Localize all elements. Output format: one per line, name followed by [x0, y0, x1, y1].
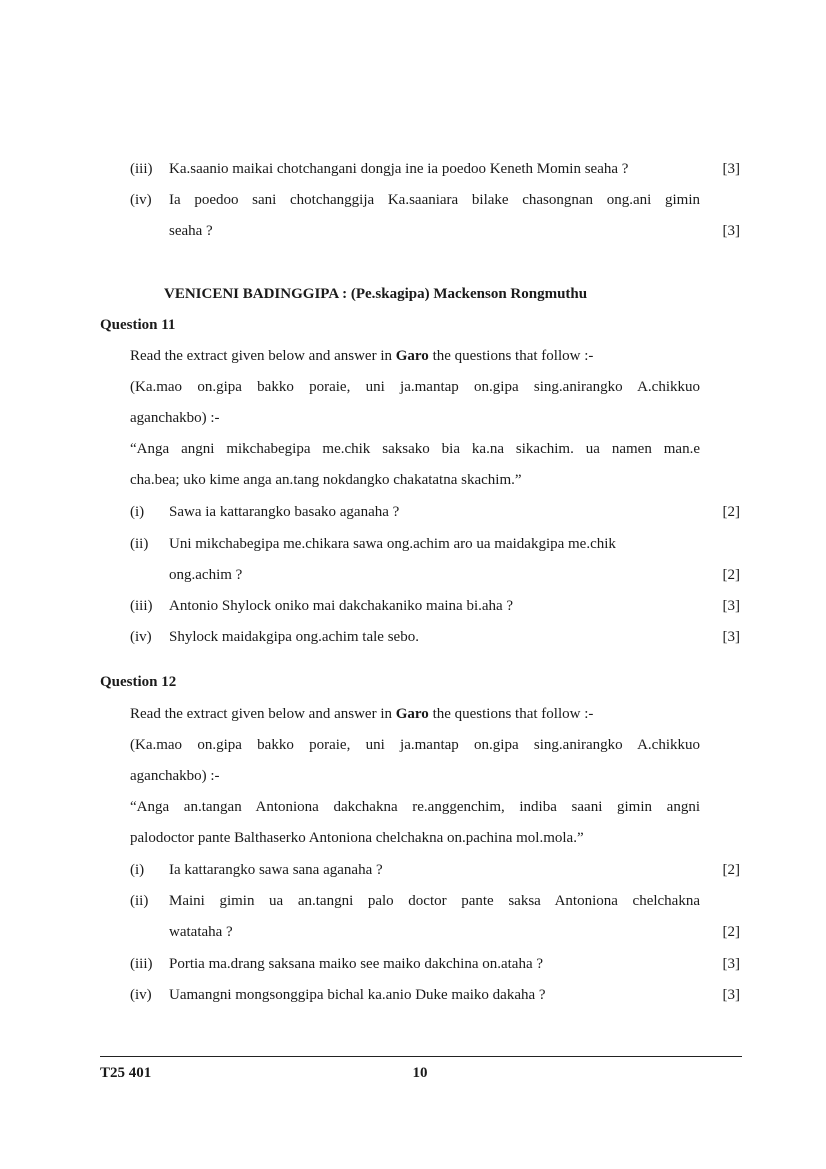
item-number: (iv)	[130, 987, 152, 1003]
marks: [3]	[722, 161, 740, 177]
item-number: (ii)	[130, 893, 149, 909]
context-text: (Ka.mao on.gipa bakko poraie, uni ja.mantap on.gipa sing.anirangko A.chikkuo	[130, 737, 700, 753]
marks: [3]	[722, 223, 740, 239]
marks: [2]	[722, 862, 740, 878]
question-text: ong.achim ?	[169, 567, 243, 583]
marks: [2]	[722, 924, 740, 940]
item-number: (iv)	[130, 629, 152, 645]
item-number: (i)	[130, 504, 145, 520]
question-text: seaha ?	[169, 223, 213, 239]
marks: [2]	[722, 567, 740, 583]
marks: [3]	[722, 598, 740, 614]
extract-text: cha.bea; uko kime anga an.tang nokdangko chakatatna skachim.”	[130, 472, 522, 488]
question-text: Uamangni mongsonggipa bichal ka.anio Duke maiko dakaha ?	[169, 987, 546, 1003]
page-number: 10	[412, 1065, 428, 1081]
extract-text: “Anga angni mikchabegipa me.chik saksako bia ka.na sikachim. ua namen man.e	[130, 441, 700, 457]
question-heading: Question 11	[100, 317, 176, 333]
extract-text: palodoctor pante Balthaserko Antoniona chelchakna on.pachina mol.mola.”	[130, 830, 584, 846]
question-text: Ia kattarangko sawa sana aganaha ?	[169, 862, 383, 878]
question-text: Portia ma.drang saksana maiko see maiko dakchina on.ataha ?	[169, 956, 544, 972]
marks: [2]	[722, 504, 740, 520]
question-text: Antonio Shylock oniko mai dakchakaniko maina bi.aha ?	[169, 598, 514, 614]
context-text: aganchakbo) :-	[130, 410, 220, 426]
question-text: Sawa ia kattarangko basako aganaha ?	[169, 504, 400, 520]
item-number: (iii)	[130, 598, 153, 614]
context-text: aganchakbo) :-	[130, 768, 220, 784]
marks: [3]	[722, 987, 740, 1003]
section-title: VENICENI BADINGGIPA : (Pe.skagipa) Mackenson Rongmuthu	[164, 286, 588, 302]
marks: [3]	[722, 956, 740, 972]
marks: [3]	[722, 629, 740, 645]
context-text: (Ka.mao on.gipa bakko poraie, uni ja.mantap on.gipa sing.anirangko A.chikkuo	[130, 379, 700, 395]
item-number: (iii)	[130, 161, 153, 177]
paper-code: T25 401	[100, 1065, 152, 1081]
item-number: (iii)	[130, 956, 153, 972]
question-text: watataha ?	[169, 924, 233, 940]
instruction: Read the extract given below and answer in Garo the questions that follow :-	[130, 348, 594, 364]
question-text: Ka.saanio maikai chotchangani dongja ine ia poedoo Keneth Momin seaha ?	[169, 161, 629, 177]
item-number: (i)	[130, 862, 145, 878]
instruction: Read the extract given below and answer in Garo the questions that follow :-	[130, 706, 594, 722]
question-text: Uni mikchabegipa me.chikara sawa ong.achim aro ua maidakgipa me.chik	[169, 536, 616, 552]
question-heading: Question 12	[100, 674, 177, 690]
question-text: Ia poedoo sani chotchanggija Ka.saaniara bilake chasongnan ong.ani gimin	[169, 192, 700, 208]
question-text: Maini gimin ua an.tangni palo doctor pante saksa Antoniona chelchakna	[169, 893, 700, 909]
question-text: Shylock maidakgipa ong.achim tale sebo.	[169, 629, 419, 645]
item-number: (iv)	[130, 192, 152, 208]
footer-divider	[100, 1056, 742, 1057]
item-number: (ii)	[130, 536, 149, 552]
extract-text: “Anga an.tangan Antoniona dakchakna re.anggenchim, indiba saani gimin angni	[130, 799, 700, 815]
